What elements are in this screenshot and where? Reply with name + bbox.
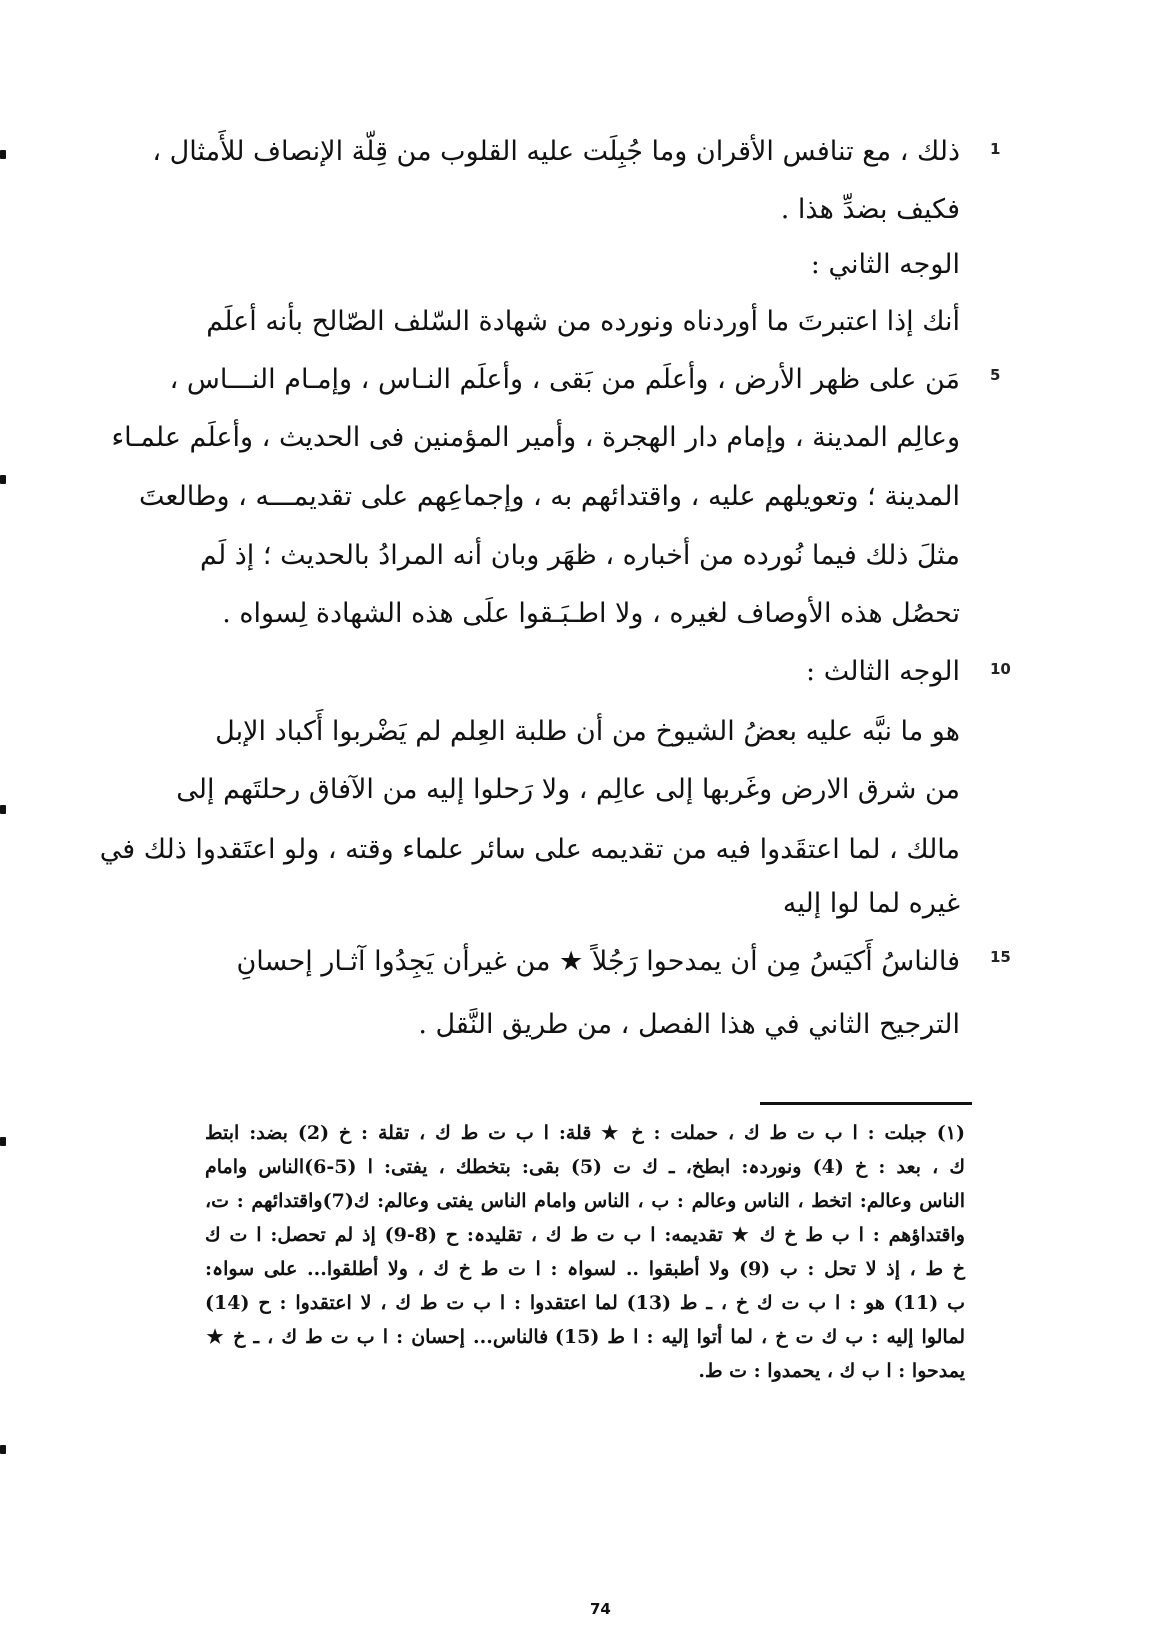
page-number: 74 xyxy=(590,1600,611,1618)
line-number: 1 xyxy=(990,140,1001,158)
scan-margin-mark xyxy=(0,1137,6,1146)
footnote-line: الناس وعالم: اتخط ، الناس وعالم : ب ، الناس وامام الناس يفتى وعالم: ك(7)واقتدائهم : ت، xyxy=(205,1190,965,1212)
line-number: 15 xyxy=(990,948,1011,966)
footnote-line: واقتداؤهم : ا ب ط خ ك ★ تقديمه: ا ب ت ط ك ، تقليدہ: ح (8-9) إذ لم تحصل: ا ت ك xyxy=(205,1224,965,1246)
body-line: وعالِم المدينة ، وإمام دار الهجرة ، وأمير المؤمنين فى الحديث ، وأعلَم علمـاء xyxy=(111,422,960,453)
body-line: المدينة ؛ وتعويلهم عليه ، واقتدائهم به ، وإجماعِهم على تقديمـــه ، وطالعتَ xyxy=(139,481,960,512)
body-line: الترجيح الثاني في هذا الفصل ، من طريق النَّقل . xyxy=(418,1009,960,1040)
section-heading: الوجه الثالث : xyxy=(806,656,960,687)
line-number: 5 xyxy=(990,366,1001,384)
body-line: مثلَ ذلك فيما نُورده من أخباره ، ظهَر وبان أنه المرادُ بالحديث ؛ إذ لَم xyxy=(200,540,960,571)
body-line: مَن على ظهر الأرض ، وأعلَم من بَقى ، وأعلَم النـاس ، وإمـام النـــاس ، xyxy=(169,364,960,395)
body-line: مالك ، لما اعتقَدوا فيه من تقديمه على سائر علماء وقته ، ولو اعتَقدوا ذلك في xyxy=(99,834,960,865)
body-line: فكيف بضدِّ هذا . xyxy=(780,194,960,225)
footnote-line: لمالوا إليه : ب ك ت خ ، لما أتوا إليه : ا ط (15) فالناس... إحسان : ا ب ت ط ك ، ـ خ ★ xyxy=(205,1326,965,1348)
footnote-line: خ ط ، إذ لا تحل : ب (9) ولا أطبقوا .. لسواہ : ا ت ط خ ك ، ولا أطلقوا... على سواہ: xyxy=(205,1258,965,1280)
scan-margin-mark xyxy=(0,475,6,484)
scan-margin-mark xyxy=(0,805,6,814)
footnote-rule xyxy=(760,1102,972,1105)
line-number: 10 xyxy=(990,660,1011,678)
scan-margin-mark xyxy=(0,1445,6,1454)
footnote-line: ب (11) هو : ا ب ت ك خ ، ـ ط (13) لما اعتقدوا : ا ب ت ط ك ، لا اعتقدوا : ح (14) xyxy=(205,1292,966,1314)
footnote-line: ك ، بعد : خ (4) ونوردہ: ابطخ، ـ ك ت (5) بقى: بتخطك ، يفتى: ا (5-6)الناس وامام xyxy=(205,1156,966,1178)
body-line: من شرق الارض وغَربها إلى عالِم ، ولا رَحلوا إليه من الآفاق رحلتَهم إلى xyxy=(176,774,960,805)
body-line: أنك إذا اعتبرتَ ما أوردناه ونورده من شهادة السّلف الصّالح بأنه أعلَم xyxy=(206,306,960,337)
footnote-line: (١) جبلت : ا ب ت ط ك ، حملت : خ ★ قلة: ا ب ت ط ك ، تقلة : خ (2) بضد: ابتط xyxy=(205,1122,966,1144)
body-line: ذلك ، مع تنافس الأقران وما جُبِلَت عليه القلوب من قِلّة الإنصاف للأَمثال ، xyxy=(152,136,960,167)
footnote-line: يمدحوا : ا ب ك ، يحمدوا : ت ط. xyxy=(698,1360,965,1382)
body-line: هو ما نبَّه عليه بعضُ الشيوخ من أن طلبة العِلم لم يَضْربوا أَكباد الإبل xyxy=(215,716,960,747)
verse-line: فالناسُ أَكيَسُ مِن أن يمدحوا رَجُلاً ★ من غيرأن يَجِدُوا آثـار إحسانِ xyxy=(236,946,960,977)
scan-margin-mark xyxy=(0,150,6,159)
section-heading: الوجه الثاني : xyxy=(810,249,960,280)
body-line: تحصُل هذه الأوصاف لغيره ، ولا اطـبَـقوا علَى هذه الشهادة لِسواه . xyxy=(222,598,960,629)
body-line: غيره لما لوا إليه xyxy=(782,888,960,919)
